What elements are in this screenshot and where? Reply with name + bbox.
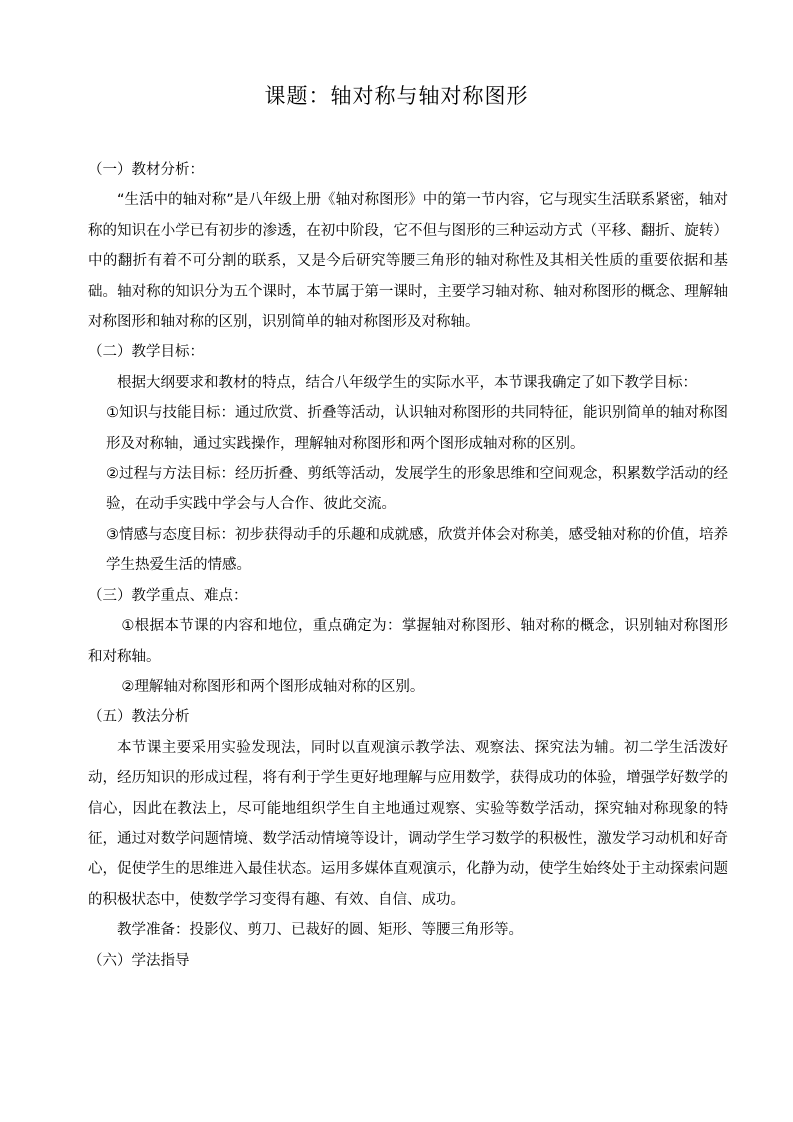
goal-process-methods: ②过程与方法目标：经历折叠、剪纸等活动，发展学生的形象思维和空间观念，积累数学活动的经验，在动手实践中学会与人合作、彼此交流。 bbox=[106, 466, 728, 513]
teaching-methods-paragraph: 本节课主要采用实验发现法，同时以直观演示教学法、观察法、探究法为辅。初二学生活泼好动，经历知识的形成过程，将有利于学生更好地理解与应用数学，获得成功的体验，增强学好数学的信心，因此在教法上，尽可能地组织学生自主地通过观察、实验等数学活动，探究轴对称现象的特征，通过对数学问题情境、数学活动情境等设计，调动学生学习数学的积极性，激发学习动机和好奇心，促使学生的思维进入最佳状态。运用多媒体直观演示，化静为动，使学生始终处于主动探索问题的积极状态中，使数学学习变得有趣、有效、自信、成功。 bbox=[88, 739, 728, 908]
section-heading-textbook-analysis: （一）教材分析： bbox=[88, 162, 204, 178]
section-heading-learning-guidance: （六）学法指导 bbox=[88, 952, 190, 969]
goal-knowledge-skills: ①知识与技能目标：通过欣赏、折叠等活动，认识轴对称图形的共同特征，能识别简单的轴对称图形及对称轴，通过实践操作，理解轴对称图形和两个图形成轴对称的区别。 bbox=[106, 405, 728, 452]
section-heading-teaching-methods: （五）教法分析 bbox=[88, 709, 190, 726]
section-heading-key-points: （三）教学重点、难点： bbox=[88, 587, 248, 604]
goal-emotion-attitude: ③情感与态度目标：初步获得动手的乐趣和成就感，欣赏并体会对称美，感受轴对称的价值，培养学生热爱生活的情感。 bbox=[106, 526, 728, 574]
page-title: 课题：轴对称与轴对称图形 bbox=[264, 84, 529, 108]
teaching-goals-paragraph: 根据大纲要求和教材的特点，结合八年级学生的实际水平，本节课我确定了如下教学目标： bbox=[117, 374, 697, 391]
teaching-preparation: 教学准备：投影仪、剪刀、已裁好的圆、矩形、等腰三角形等。 bbox=[117, 922, 523, 939]
document-body bbox=[88, 155, 728, 976]
key-point-1: ①根据本节课的内容和地位，重点确定为：掌握轴对称图形、轴对称的概念，识别轴对称图形和对称轴。 bbox=[88, 618, 728, 665]
key-point-2: ②理解轴对称图形和两个图形成轴对称的区别。 bbox=[121, 678, 425, 695]
section-heading-teaching-goals: （二）教学目标： bbox=[88, 344, 204, 361]
textbook-analysis-paragraph: “生活中的轴对称”是八年级上册《轴对称图形》中的第一节内容，它与现实生活联系紧密，轴对称的知识在小学已有初步的渗透，在初中阶段，它不但与图形的三种运动方式（平移、翻折、旋转）中的翻折有着不可分割的联系，又是今后研究等腰三角形的轴对称性及其相关性质的重要依据和基础。轴对称的知识分为五个课时，本节属于第一课时，主要学习轴对称、轴对称图形的概念、理解轴对称图形和轴对称的区别，识别简单的轴对称图形及对称轴。 bbox=[88, 192, 728, 331]
